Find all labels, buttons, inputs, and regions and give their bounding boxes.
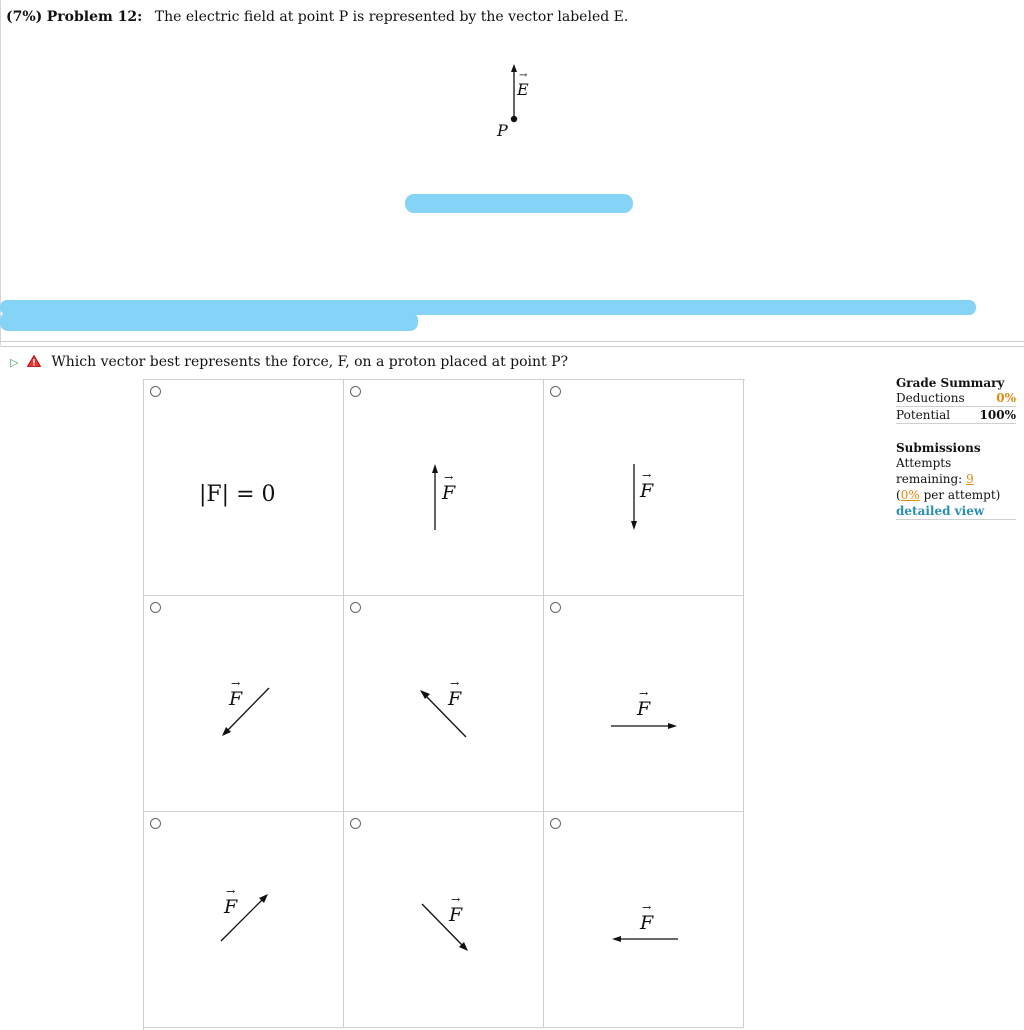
question-row: [10, 354, 568, 370]
force-label: → F: [637, 687, 651, 720]
answer-grid: [143, 379, 745, 1030]
divider: [0, 341, 1024, 342]
answer-option-up[interactable]: [344, 380, 544, 596]
answer-option-down-right[interactable]: [344, 812, 544, 1028]
deductions-value: 0%: [996, 391, 1016, 405]
point-p-dot: [511, 116, 517, 122]
answer-option-up-right[interactable]: [144, 812, 344, 1028]
field-vector-head: [511, 64, 517, 72]
force-label: → F: [449, 893, 463, 926]
detailed-view-link[interactable]: detailed view: [896, 504, 985, 518]
answer-option-down-left[interactable]: [144, 596, 344, 812]
submissions-heading: Submissions: [896, 441, 981, 455]
play-icon[interactable]: ▷: [10, 356, 19, 369]
deductions-row: [896, 390, 1016, 407]
force-label: → F: [448, 677, 462, 710]
radio-button[interactable]: [150, 386, 161, 397]
problem-title: Problem 12:: [46, 9, 143, 25]
down-left-arrow-icon: [144, 596, 344, 812]
force-label: → F: [640, 901, 654, 934]
attempts-row: [896, 455, 1016, 487]
redaction-mark: [405, 194, 633, 213]
force-label: → F: [229, 677, 243, 710]
attempts-value: 9: [966, 472, 974, 486]
answer-option-down[interactable]: [544, 380, 744, 596]
answer-option-zero[interactable]: [144, 380, 344, 596]
question-text: Which vector best represents the force, F, on a proton placed at point P?: [51, 354, 569, 370]
answer-option-up-left[interactable]: [344, 596, 544, 812]
up-left-arrow-icon: [344, 596, 544, 812]
grade-summary-panel: [896, 376, 1016, 520]
force-label: → F: [442, 471, 456, 504]
problem-header: [6, 9, 628, 25]
answer-option-right[interactable]: [544, 596, 744, 812]
per-attempt-row: (0% per attempt): [896, 488, 1001, 502]
problem-weight: (7%): [6, 9, 43, 25]
redaction-mark: [0, 312, 418, 331]
deductions-label: Deductions: [896, 391, 965, 405]
attempts-label: Attempts remaining:: [896, 456, 963, 486]
down-right-arrow-icon: [344, 812, 544, 1028]
divider: [0, 346, 1024, 347]
left-border: [0, 0, 1, 345]
potential-row: [896, 407, 1016, 424]
per-attempt-value: 0%: [900, 488, 920, 502]
problem-text: The electric field at point P is represented by the vector labeled E.: [154, 9, 629, 25]
force-label: → F: [640, 469, 654, 502]
potential-value: 100%: [979, 408, 1016, 422]
point-p-label: P: [497, 121, 508, 140]
force-label: → F: [224, 885, 238, 918]
up-right-arrow-icon: [144, 812, 344, 1028]
answer-option-left[interactable]: [544, 812, 744, 1028]
force-zero-label: |F| = 0: [199, 482, 276, 507]
submissions-info: [896, 455, 1016, 520]
per-attempt-label: per attempt): [923, 488, 1001, 502]
grade-summary-heading: Grade Summary: [896, 376, 1005, 390]
potential-label: Potential: [896, 408, 951, 422]
field-vector-label: → E: [517, 70, 529, 99]
warning-icon: [27, 355, 41, 367]
